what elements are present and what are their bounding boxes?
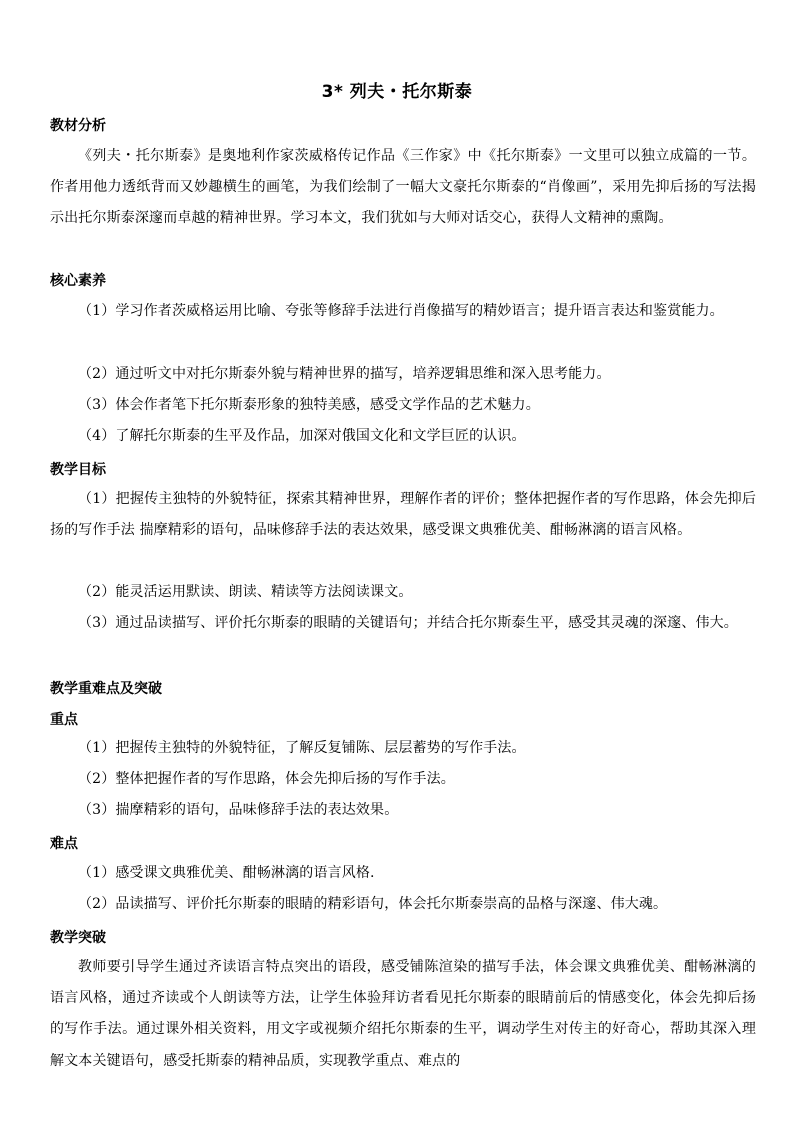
- heading-goals: 教学目标: [50, 462, 106, 478]
- heading-keypoints: 教学重难点及突破: [50, 681, 162, 697]
- heading-literacy: 核心素养: [50, 273, 106, 289]
- goal-item-1: （1）把握传主独特的外貌特征，探索其精神世界，理解作者的评价；整体把握作者的写作思路，体会先抑后扬的写作手法 揣摩精彩的语句，品味修辞手法的表达效果，感受课文典雅优美、酣畅淋漓的语言风格。: [50, 491, 756, 539]
- literacy-item-2: （2）通过听文中对托尔斯泰外貌与精神世界的描写，培养逻辑思维和深入思考能力。: [78, 366, 611, 382]
- difficulty-item-1: （1）感受课文典雅优美、酣畅淋漓的语言风格.: [78, 865, 375, 881]
- focus-item-1: （1）把握传主独特的外貌特征，了解反复铺陈、层层蓄势的写作手法。: [78, 740, 526, 756]
- focus-item-2: （2）整体把握作者的写作思路，体会先抑后扬的写作手法。: [78, 771, 455, 787]
- literacy-item-4: （4）了解托尔斯泰的生平及作品，加深对俄国文化和文学巨匠的认识。: [78, 428, 526, 444]
- focus-item-3: （3）揣摩精彩的语句，品味修辞手法的表达效果。: [78, 802, 399, 818]
- heading-analysis: 教材分析: [50, 118, 106, 134]
- literacy-item-1: （1）学习作者茨威格运用比喻、夸张等修辞手法进行肖像描写的精妙语言；提升语言表达和鉴赏能力。: [78, 303, 724, 319]
- breakthrough-paragraph: 教师要引导学生通过齐读语言特点突出的语段，感受铺陈渲染的描写手法，体会课文典雅优美、酣畅淋漓的语言风格，通过齐读或个人朗读等方法，让学生体验拜访者看见托尔斯泰的眼睛前后的情感变化，体会先抑后扬的写作手法。通过课外相关资料，用文字或视频介绍托尔斯泰的生平，调动学生对传主的好奇心，帮助其深入理解文本关键语句，感受托斯泰的精神品质，实现教学重点、难点的: [50, 959, 756, 1069]
- heading-breakthrough: 教学突破: [50, 930, 106, 946]
- goal-item-3: （3）通过品读描写、评价托尔斯泰的眼睛的关键语句；并结合托尔斯泰生平，感受其灵魂的深邃、伟大。: [78, 615, 738, 631]
- literacy-item-3: （3）体会作者笔下托尔斯泰形象的独特美感，感受文学作品的艺术魅力。: [78, 397, 540, 413]
- heading-focus: 重点: [50, 712, 78, 728]
- document-title: 3* 列夫・托尔斯泰: [321, 82, 473, 102]
- analysis-paragraph: 《列夫・托尔斯泰》是奥地利作家茨威格传记作品《三作家》中《托尔斯泰》一文里可以独立成篇的一节。作者用他力透纸背而又妙趣横生的画笔，为我们绘制了一幅大文豪托尔斯泰的“肖像画”，采用先抑后扬的写法揭示出托尔斯泰深邃而卓越的精神世界。学习本文，我们犹如与大师对话交心，获得人文精神的熏陶。: [50, 148, 756, 227]
- heading-difficulty: 难点: [50, 836, 78, 852]
- goal-item-2: （2）能灵活运用默读、朗读、精读等方法阅读课文。: [78, 584, 413, 600]
- difficulty-item-2: （2）品读描写、评价托尔斯泰的眼睛的精彩语句，体会托尔斯泰崇高的品格与深邃、伟大魂。: [78, 896, 668, 912]
